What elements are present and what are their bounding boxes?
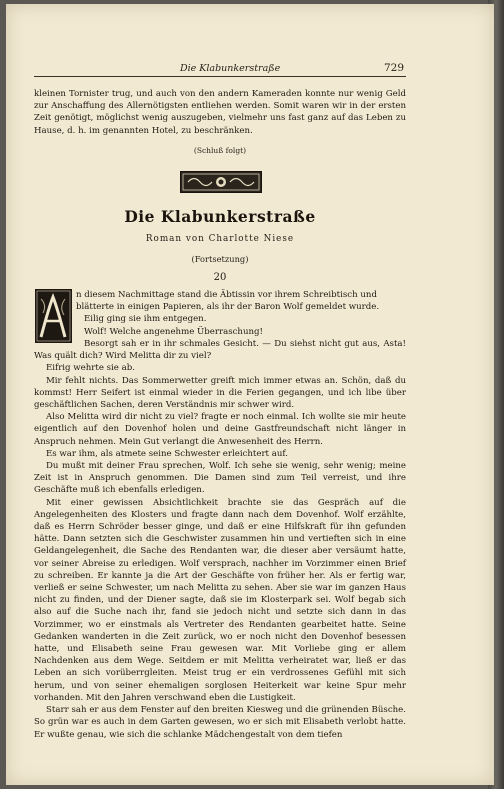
text-line: n diesem Nachmittage stand die Äbtissin vor ihrem Schreibtisch und xyxy=(76,290,377,300)
page-number: 729 xyxy=(383,62,404,74)
paragraph: Mir fehlt nichts. Das Sommerwetter greift mich immer etwas an. Schön, daß du kommst! Herr Seifert ist einmal wieder in die Ferien gegangen, und ich libe über geschäftlichen Sachen, deren Verständnis mir schwer wird. xyxy=(34,375,406,411)
page-header xyxy=(34,60,406,77)
paragraph: Eifrig wehrte sie ab. xyxy=(46,363,135,374)
article-title: Die Klabunkerstraße xyxy=(124,207,316,226)
paragraph: Also Melitta wird dir nicht zu viel? fragte er noch einmal. Ich wollte sie mir heute eigentlich auf den Dovenhof holen und deine Gastfreundschaft nicht länger in Anspruch nehmen. Mein Gut verlangt die Anwesenheit des Herrn. xyxy=(34,412,406,447)
continuation-label: (Fortsetzung) xyxy=(191,254,249,264)
text-line: blätterte in einigen Papieren, als ihr der Baron Wolf gemeldet wurde. xyxy=(76,302,380,313)
paragraph: Es war ihm, als atmete seine Schwester erleichtert auf. xyxy=(46,448,289,459)
text-line: Eilig ging sie ihm entgegen. xyxy=(84,314,207,325)
decorative-ornament xyxy=(180,171,262,193)
chapter-number: 20 xyxy=(213,272,227,283)
paragraph: Starr sah er aus dem Fenster auf den breiten Kiesweg und die grünenden Büsche. So grün war es auch in dem Garten gewesen, wo er sich mit Elisabeth verlobt hatte. Er wußte genau, wie sich die schlanke Mädchengestalt von dem tiefen xyxy=(34,705,406,740)
dropcap-letter: A xyxy=(51,335,56,341)
continuation-note: (Schluß folgt) xyxy=(193,146,247,155)
book-page xyxy=(6,4,494,785)
illuminated-dropcap xyxy=(35,289,72,343)
paragraph: Du mußt mit deiner Frau sprechen, Wolf. Ich sehe sie wenig, sehr wenig; meine Zeit ist in Anspruch genommen. Die Damen sind zum Teil verreist, und ihre Geschäfte muß ich ebenfalls erledigen. xyxy=(34,461,406,496)
running-title: Die Klabunkerstraße xyxy=(180,63,281,74)
article-body xyxy=(34,338,406,741)
dropcap-lines xyxy=(76,289,406,338)
paragraph: Besorgt sah er in ihr schmales Gesicht. — Du siehst nicht gut aus, Asta! Was quält dich? Wird Melitta dir zu viel? xyxy=(34,339,406,362)
article-subtitle: Roman von Charlotte Niese xyxy=(145,234,295,244)
paragraph: Mit einer gewissen Absichtlichkeit brachte sie das Gespräch auf die Angelegenheiten des Klosters und fragte dann nach dem Dovenhof. Wolf erzählte, daß es Herrn Schröder besser ginge, und daß er eine Hilfskraft für ihn gefunden hätte. Dann setzten sich die Geschwister zusammen hin und vertieften sich in eine Geldangelegenheit, die Sache des Rendanten war, die dieser aber versäumt hatte, vor seiner Abreise zu erledigen. Wolf versprach, nachher im Vorzimmer einen Brief zu schreiben. Er kannte ja die Art der Geschäfte von früher her. Als er fertig war, verließ er seine Schwester, um nach Melitta zu sehen. Aber sie war im ganzen Haus nicht zu finden, und der Diener sagte, daß sie im Klosterpark sei. Wolf begab sich also auf die Suche nach ihr, fand sie jedoch nicht und setzte sich dann in das Vorzimmer, wo er einstmals als Vertreter des Rendanten gearbeitet hatte. Seine Gedanken wanderten in die Zeit zurück, wo er noch nicht den Dovenhof besessen hatte, und Elisabeth seine Frau gewesen war. Mit Vorliebe ging er allem Nachdenken aus dem Wege. Seitdem er mit Melitta verheiratet war, ließ er das Leben an sich vorüberrgleiten. Meist trug er ein verdrossenes Gefühl mit sich herum, und von seiner ehemaligen sorglosen Heiterkeit war keine Spur mehr vorhanden. Mit den Jahren verschwand eben die Lustigkeit. xyxy=(34,497,406,703)
previous-story-paragraph: kleinen Tornister trug, und auch von den andern Kameraden konnte nur wenig Geld zur Anschaffung des Allernötigsten entliehen werden. Somit waren wir in der ersten Zeit genötigt, möglichst wenig auszugeben, vielmehr uns fast ganz auf das Leben zu Hause, d. h. im genannten Hotel, zu beschränken. xyxy=(34,89,406,136)
previous-story-ending xyxy=(34,88,406,137)
text-line: Wolf! Welche angenehme Überraschung! xyxy=(84,326,263,337)
